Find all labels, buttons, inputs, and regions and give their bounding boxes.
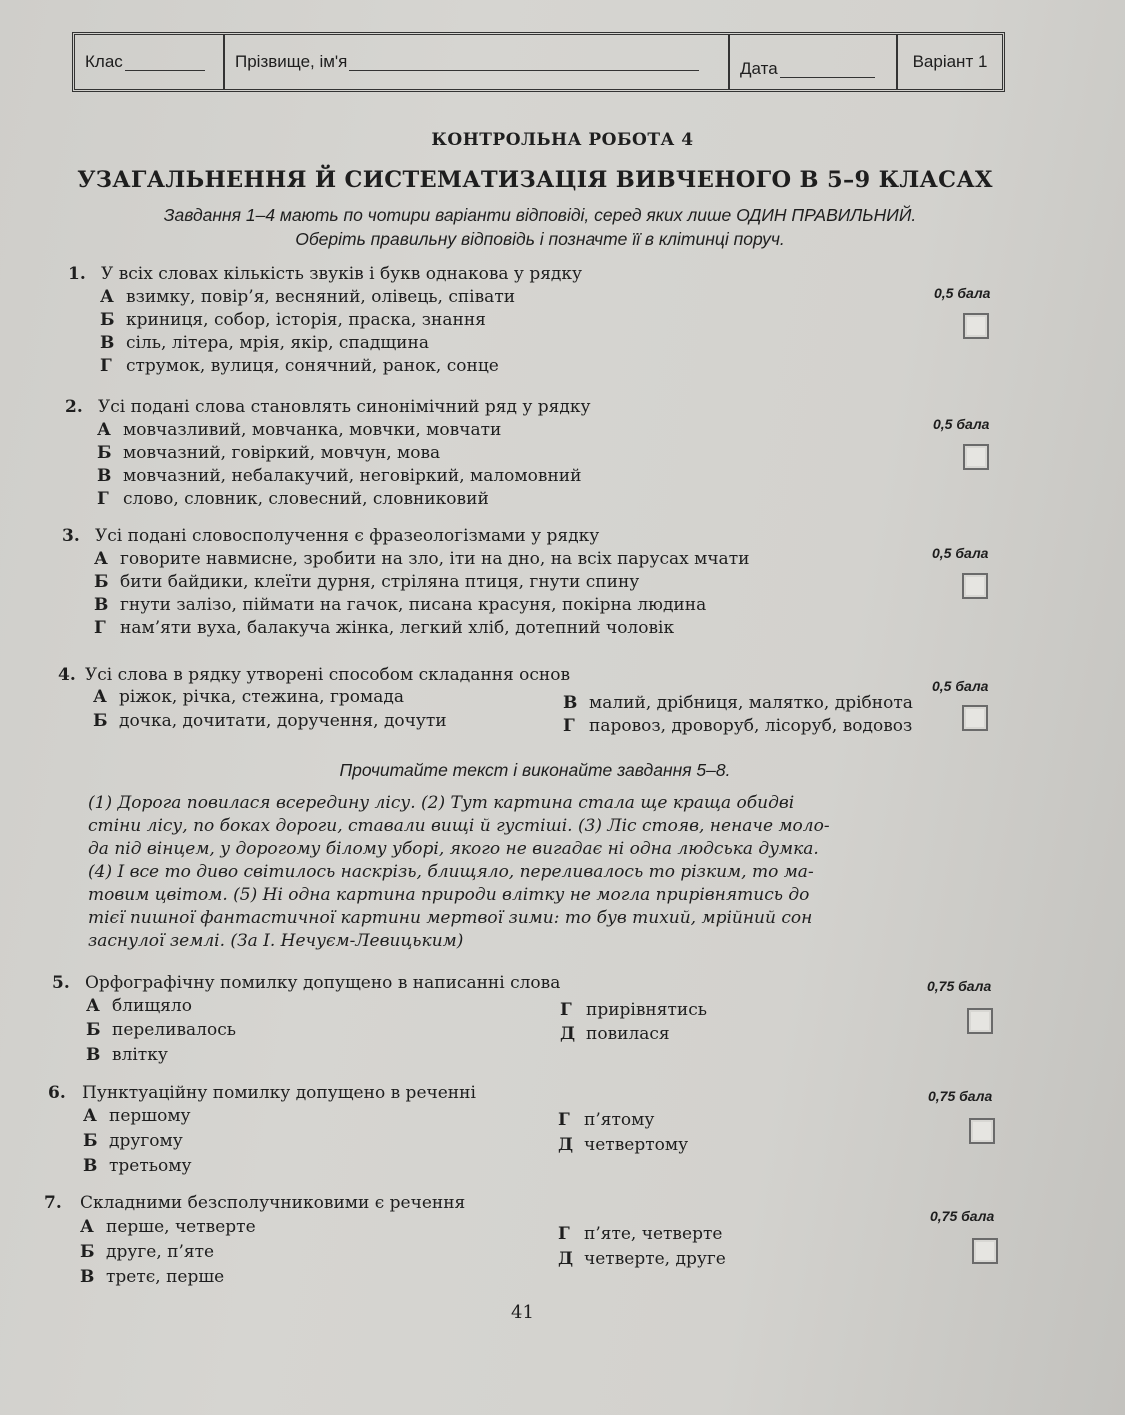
- date-label: Дата: [740, 59, 778, 78]
- test-title: КОНТРОЛЬНА РОБОТА 4: [431, 130, 694, 150]
- answer-option-d[interactable]: Г нам’яти вуха, балакуча жінка, легкий хліб, дотепний чоловік: [94, 618, 675, 638]
- answer-checkbox[interactable]: [972, 1238, 998, 1264]
- question-number: 1.: [68, 264, 86, 284]
- passage-line: заснулої землі. (За І. Нечуєм-Левицьким): [88, 931, 464, 951]
- answer-option-c[interactable]: В влітку: [86, 1045, 168, 1065]
- answer-option-c[interactable]: В третє, перше: [80, 1267, 225, 1287]
- name-field[interactable]: [225, 35, 730, 89]
- passage-line: (4) І все то диво світилось наскрізь, блищяло, переливалось то різким, то ма-: [88, 862, 814, 882]
- variant-label: Варіант 1: [912, 52, 988, 71]
- class-field[interactable]: [75, 35, 225, 89]
- class-blank[interactable]: [125, 54, 205, 71]
- answer-checkbox[interactable]: [963, 444, 989, 470]
- question-number: 4.: [58, 665, 76, 685]
- question-7: [44, 1192, 944, 1287]
- points-label: 0,75 бала: [930, 1208, 995, 1224]
- answer-option-b[interactable]: Б дочка, дочитати, доручення, дочути: [93, 711, 447, 731]
- class-label: Клас: [85, 52, 123, 71]
- answer-option-c[interactable]: В сіль, літера, мрія, якір, спадщина: [100, 333, 429, 353]
- question-5: [52, 972, 952, 1065]
- date-field[interactable]: [730, 35, 898, 89]
- answer-option-c[interactable]: В гнути залізо, піймати на гачок, писана красуня, покірна людина: [94, 595, 707, 615]
- answer-checkbox[interactable]: [963, 313, 989, 339]
- question-number: 3.: [62, 526, 80, 546]
- question-text: Усі подані слова становлять синонімічний ряд у рядку: [98, 397, 591, 417]
- answer-option-b[interactable]: Б криниця, собор, історія, праска, знання: [100, 310, 486, 330]
- answer-option-a[interactable]: А перше, четверте: [80, 1217, 256, 1237]
- name-blank[interactable]: [349, 54, 699, 71]
- answer-checkbox[interactable]: [962, 705, 988, 731]
- answer-option-b[interactable]: Б бити байдики, клеїти дурня, стріляна птиця, гнути спину: [94, 572, 640, 592]
- points-label: 0,5 бала: [932, 678, 989, 694]
- points-label: 0,5 бала: [933, 416, 990, 432]
- question-number: 7.: [44, 1193, 62, 1213]
- answer-option-c[interactable]: В малий, дрібниця, малятко, дрібнота: [563, 693, 913, 713]
- answer-checkbox[interactable]: [967, 1008, 993, 1034]
- date-blank[interactable]: [780, 61, 875, 78]
- answer-option-e[interactable]: Д четверте, друге: [558, 1249, 726, 1269]
- answer-option-a[interactable]: А блищяло: [86, 996, 192, 1016]
- answer-option-b[interactable]: Б мовчазний, говіркий, мовчун, мова: [97, 443, 441, 463]
- answer-option-d[interactable]: Г п’ятому: [558, 1110, 655, 1130]
- question-number: 6.: [48, 1083, 66, 1103]
- variant-cell: [898, 35, 1002, 89]
- answer-option-e[interactable]: Д повилася: [560, 1024, 670, 1044]
- answer-checkbox[interactable]: [969, 1118, 995, 1144]
- points-label: 0,5 бала: [934, 285, 991, 301]
- question-text: У всіх словах кількість звуків і букв однакова у рядку: [101, 264, 583, 284]
- points-label: 0,75 бала: [928, 1088, 993, 1104]
- points-label: 0,75 бала: [927, 978, 992, 994]
- question-4: [58, 664, 958, 736]
- question-6: [48, 1082, 948, 1176]
- answer-option-a[interactable]: А говорите навмисне, зробити на зло, іти на дно, на всіх парусах мчати: [94, 549, 750, 569]
- answer-option-d[interactable]: Г паровоз, дроворуб, лісоруб, водовоз: [563, 716, 913, 736]
- passage-line: да під вінцем, у дорогому білому уборі, якого не вигадає ні одна людська думка.: [88, 839, 819, 859]
- question-number: 5.: [52, 973, 70, 993]
- instruction-line-2: Оберіть правильну відповідь і позначте її в клітинці поруч.: [295, 229, 785, 249]
- answer-option-b[interactable]: Б друге, п’яте: [80, 1242, 215, 1262]
- answer-option-d[interactable]: Г п’яте, четверте: [558, 1224, 723, 1244]
- answer-checkbox[interactable]: [962, 573, 988, 599]
- reading-passage: [88, 792, 888, 953]
- answer-option-a[interactable]: А мовчазливий, мовчанка, мовчки, мовчати: [97, 420, 502, 440]
- question-text: Складними безсполучниковими є речення: [80, 1193, 466, 1213]
- student-info-header: [72, 32, 1005, 92]
- answer-option-a[interactable]: А взимку, повір’я, весняний, олівець, співати: [100, 287, 516, 307]
- page-number: 41: [511, 1302, 534, 1323]
- answer-option-e[interactable]: Д четвертому: [558, 1135, 689, 1155]
- instruction-line-1: Завдання 1–4 мають по чотири варіанти відповіді, серед яких лише ОДИН ПРАВИЛЬНИЙ.: [163, 205, 917, 225]
- answer-option-b[interactable]: Б переливалось: [86, 1020, 236, 1040]
- question-text: Пунктуаційну помилку допущено в реченні: [82, 1083, 476, 1103]
- answer-option-c[interactable]: В третьому: [83, 1156, 192, 1176]
- answer-option-b[interactable]: Б другому: [83, 1131, 183, 1151]
- passage-line: товим цвітом. (5) Ні одна картина природи влітку не могла прирівнятись до: [88, 885, 810, 905]
- answer-option-d[interactable]: Г прирівнятись: [560, 1000, 708, 1020]
- answer-option-c[interactable]: В мовчазний, небалакучий, неговіркий, маломовний: [97, 466, 582, 486]
- answer-option-a[interactable]: А першому: [83, 1106, 191, 1126]
- test-subtitle: УЗАГАЛЬНЕННЯ Й СИСТЕМАТИЗАЦІЯ ВИВЧЕНОГО В 5–9 КЛАСАХ: [77, 167, 993, 193]
- question-text: Усі подані словосполучення є фразеологізмами у рядку: [95, 526, 600, 546]
- passage-line: (1) Дорога повилася всередину лісу. (2) Тут картина стала ще краща обидві: [88, 793, 795, 813]
- instructions: [100, 203, 980, 251]
- name-label: Прізвище, ім'я: [235, 52, 348, 71]
- passage-line: стіни лісу, по боках дороги, ставали вищі й густіші. (3) Ліс стояв, неначе моло-: [88, 816, 830, 836]
- answer-option-a[interactable]: А ріжок, річка, стежина, громада: [93, 687, 404, 707]
- points-label: 0,5 бала: [932, 545, 989, 561]
- reading-instruction: Прочитайте текст і виконайте завдання 5–8.: [339, 760, 731, 780]
- question-text: Орфографічну помилку допущено в написанні слова: [85, 973, 561, 993]
- question-text: Усі слова в рядку утворені способом складання основ: [85, 665, 571, 685]
- passage-line: тієї пишної фантастичної картини мертвої зими: то був тихий, мрійний сон: [88, 908, 813, 928]
- answer-option-d[interactable]: Г струмок, вулиця, сонячний, ранок, сонце: [100, 356, 499, 376]
- answer-option-d[interactable]: Г слово, словник, словесний, словниковий: [97, 489, 489, 509]
- question-number: 2.: [65, 397, 83, 417]
